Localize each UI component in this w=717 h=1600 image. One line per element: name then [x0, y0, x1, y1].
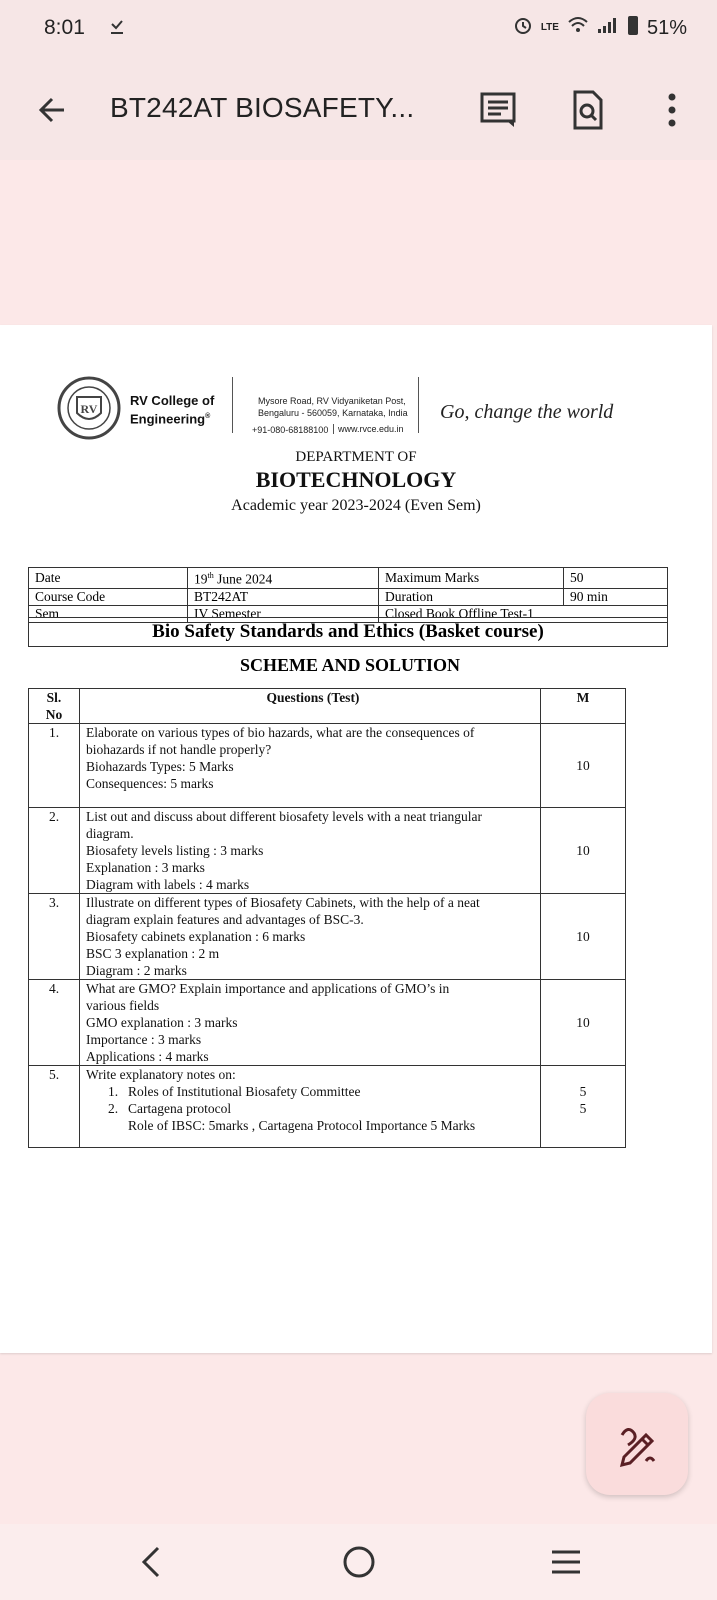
table-header-row [29, 689, 626, 724]
back-button[interactable] [34, 90, 74, 130]
academic-year: Academic year 2023-2024 (Even Sem) [231, 497, 481, 514]
nav-recents-button[interactable] [548, 1544, 584, 1585]
exam-details-table [28, 567, 668, 623]
question-number: 1. [29, 724, 80, 808]
question-marks: 10 [541, 724, 626, 808]
battery-level: 51% [646, 16, 687, 39]
recents-icon [548, 1544, 584, 1580]
table-row [29, 894, 626, 980]
more-options-button[interactable] [650, 88, 694, 132]
status-time: 8:01 [44, 16, 85, 39]
date-value: 19th June 2024 [188, 568, 379, 589]
college-name: RV College of Engineering® [130, 393, 215, 427]
comments-button[interactable] [477, 88, 521, 132]
college-tagline: Go, change the world [440, 401, 614, 423]
battery-icon [627, 14, 639, 42]
question-text: Illustrate on different types of Biosafety Cabinets, with the help of a neat diagram explain features and advantages of BSC-3. Biosafety cabinets explanation : 6 marks BSC 3 explanation : 2 m Diagram : 2 marks [80, 894, 541, 980]
max-marks-value: 50 [564, 568, 668, 589]
more-vert-icon [650, 88, 694, 132]
questions-table [28, 688, 626, 1148]
table-row [29, 1066, 626, 1148]
nav-back-button[interactable] [136, 1542, 166, 1587]
arrow-back-icon [34, 90, 74, 130]
table-row [29, 980, 626, 1066]
system-nav-bar [0, 1524, 717, 1600]
course-code-label: Course Code [29, 588, 188, 605]
sl-no-header: Sl. No [29, 689, 80, 724]
header-divider [232, 377, 233, 433]
duration-value: 90 min [564, 588, 668, 605]
logo-letters: RV [80, 402, 98, 416]
download-icon [108, 18, 126, 41]
table-row [29, 724, 626, 808]
question-text: Write explanatory notes on: 1. Roles of Institutional Biosafety Committee 2. Cartagena protocol Role of IBSC: 5marks , Cartagena Protocol Importance 5 Marks [80, 1066, 541, 1148]
sem-label: Sem [29, 605, 188, 622]
scheme-title: SCHEME AND SOLUTION [239, 655, 461, 675]
app-bar [0, 60, 717, 160]
question-text: What are GMO? Explain importance and applications of GMO’s in various fields GMO explanation : 3 marks Importance : 3 marks Applications : 4 marks [80, 980, 541, 1066]
status-bar [0, 0, 717, 60]
annotate-fab[interactable] [586, 1393, 688, 1495]
table-row [29, 808, 626, 894]
document-title: BT242AT BIOSAFETY... [110, 92, 415, 123]
question-marks: 10 [541, 980, 626, 1066]
edit-pen-icon [586, 1393, 688, 1495]
sem-value: IV Semester [188, 605, 379, 622]
date-label: Date [29, 568, 188, 589]
college-phone: +91-080-68188100 [252, 425, 329, 435]
question-text: Elaborate on various types of bio hazards, what are the consequences of biohazards if not handle properly? Biohazards Types: 5 Marks Consequences: 5 marks [80, 724, 541, 808]
department-name: BIOTECHNOLOGY [255, 467, 457, 492]
course-code-value: BT242AT [188, 588, 379, 605]
question-number: 2. [29, 808, 80, 894]
question-number: 4. [29, 980, 80, 1066]
status-icons [513, 14, 687, 42]
test-label: Closed Book Offline Test-1 [379, 605, 668, 622]
max-marks-label: Maximum Marks [379, 568, 564, 589]
question-number: 5. [29, 1066, 80, 1148]
nav-home-button[interactable] [337, 1540, 381, 1589]
table-row [29, 568, 668, 589]
question-text: List out and discuss about different biosafety levels with a neat triangular diagram. Biosafety levels listing : 3 marks Explanation : 3 marks Diagram with labels : 4 marks [80, 808, 541, 894]
alarm-icon [513, 15, 533, 41]
college-website: www.rvce.edu.in [333, 424, 404, 434]
question-marks: 10 [541, 894, 626, 980]
question-number: 3. [29, 894, 80, 980]
header-divider [418, 377, 419, 433]
table-row [29, 588, 668, 605]
wifi-icon [567, 16, 589, 40]
find-in-page-icon [565, 88, 609, 132]
duration-label: Duration [379, 588, 564, 605]
questions-header: Questions (Test) [80, 689, 541, 724]
question-marks: 5 5 [541, 1066, 626, 1148]
lte-icon: LTE [540, 22, 559, 33]
document-page[interactable] [0, 325, 712, 1353]
home-circle-icon [337, 1540, 381, 1584]
chevron-left-icon [136, 1542, 166, 1582]
course-title: Bio Safety Standards and Ethics (Basket course) [28, 617, 668, 647]
college-address: Mysore Road, RV Vidyaniketan Post, Bengaluru - 560059, Karnataka, India [258, 396, 408, 418]
comment-icon [477, 88, 521, 132]
signal-icon [597, 16, 619, 40]
question-marks: 10 [541, 808, 626, 894]
college-logo [56, 375, 122, 446]
department-label: DEPARTMENT OF [295, 449, 417, 465]
search-in-document-button[interactable] [565, 88, 609, 132]
marks-header: M [541, 689, 626, 724]
